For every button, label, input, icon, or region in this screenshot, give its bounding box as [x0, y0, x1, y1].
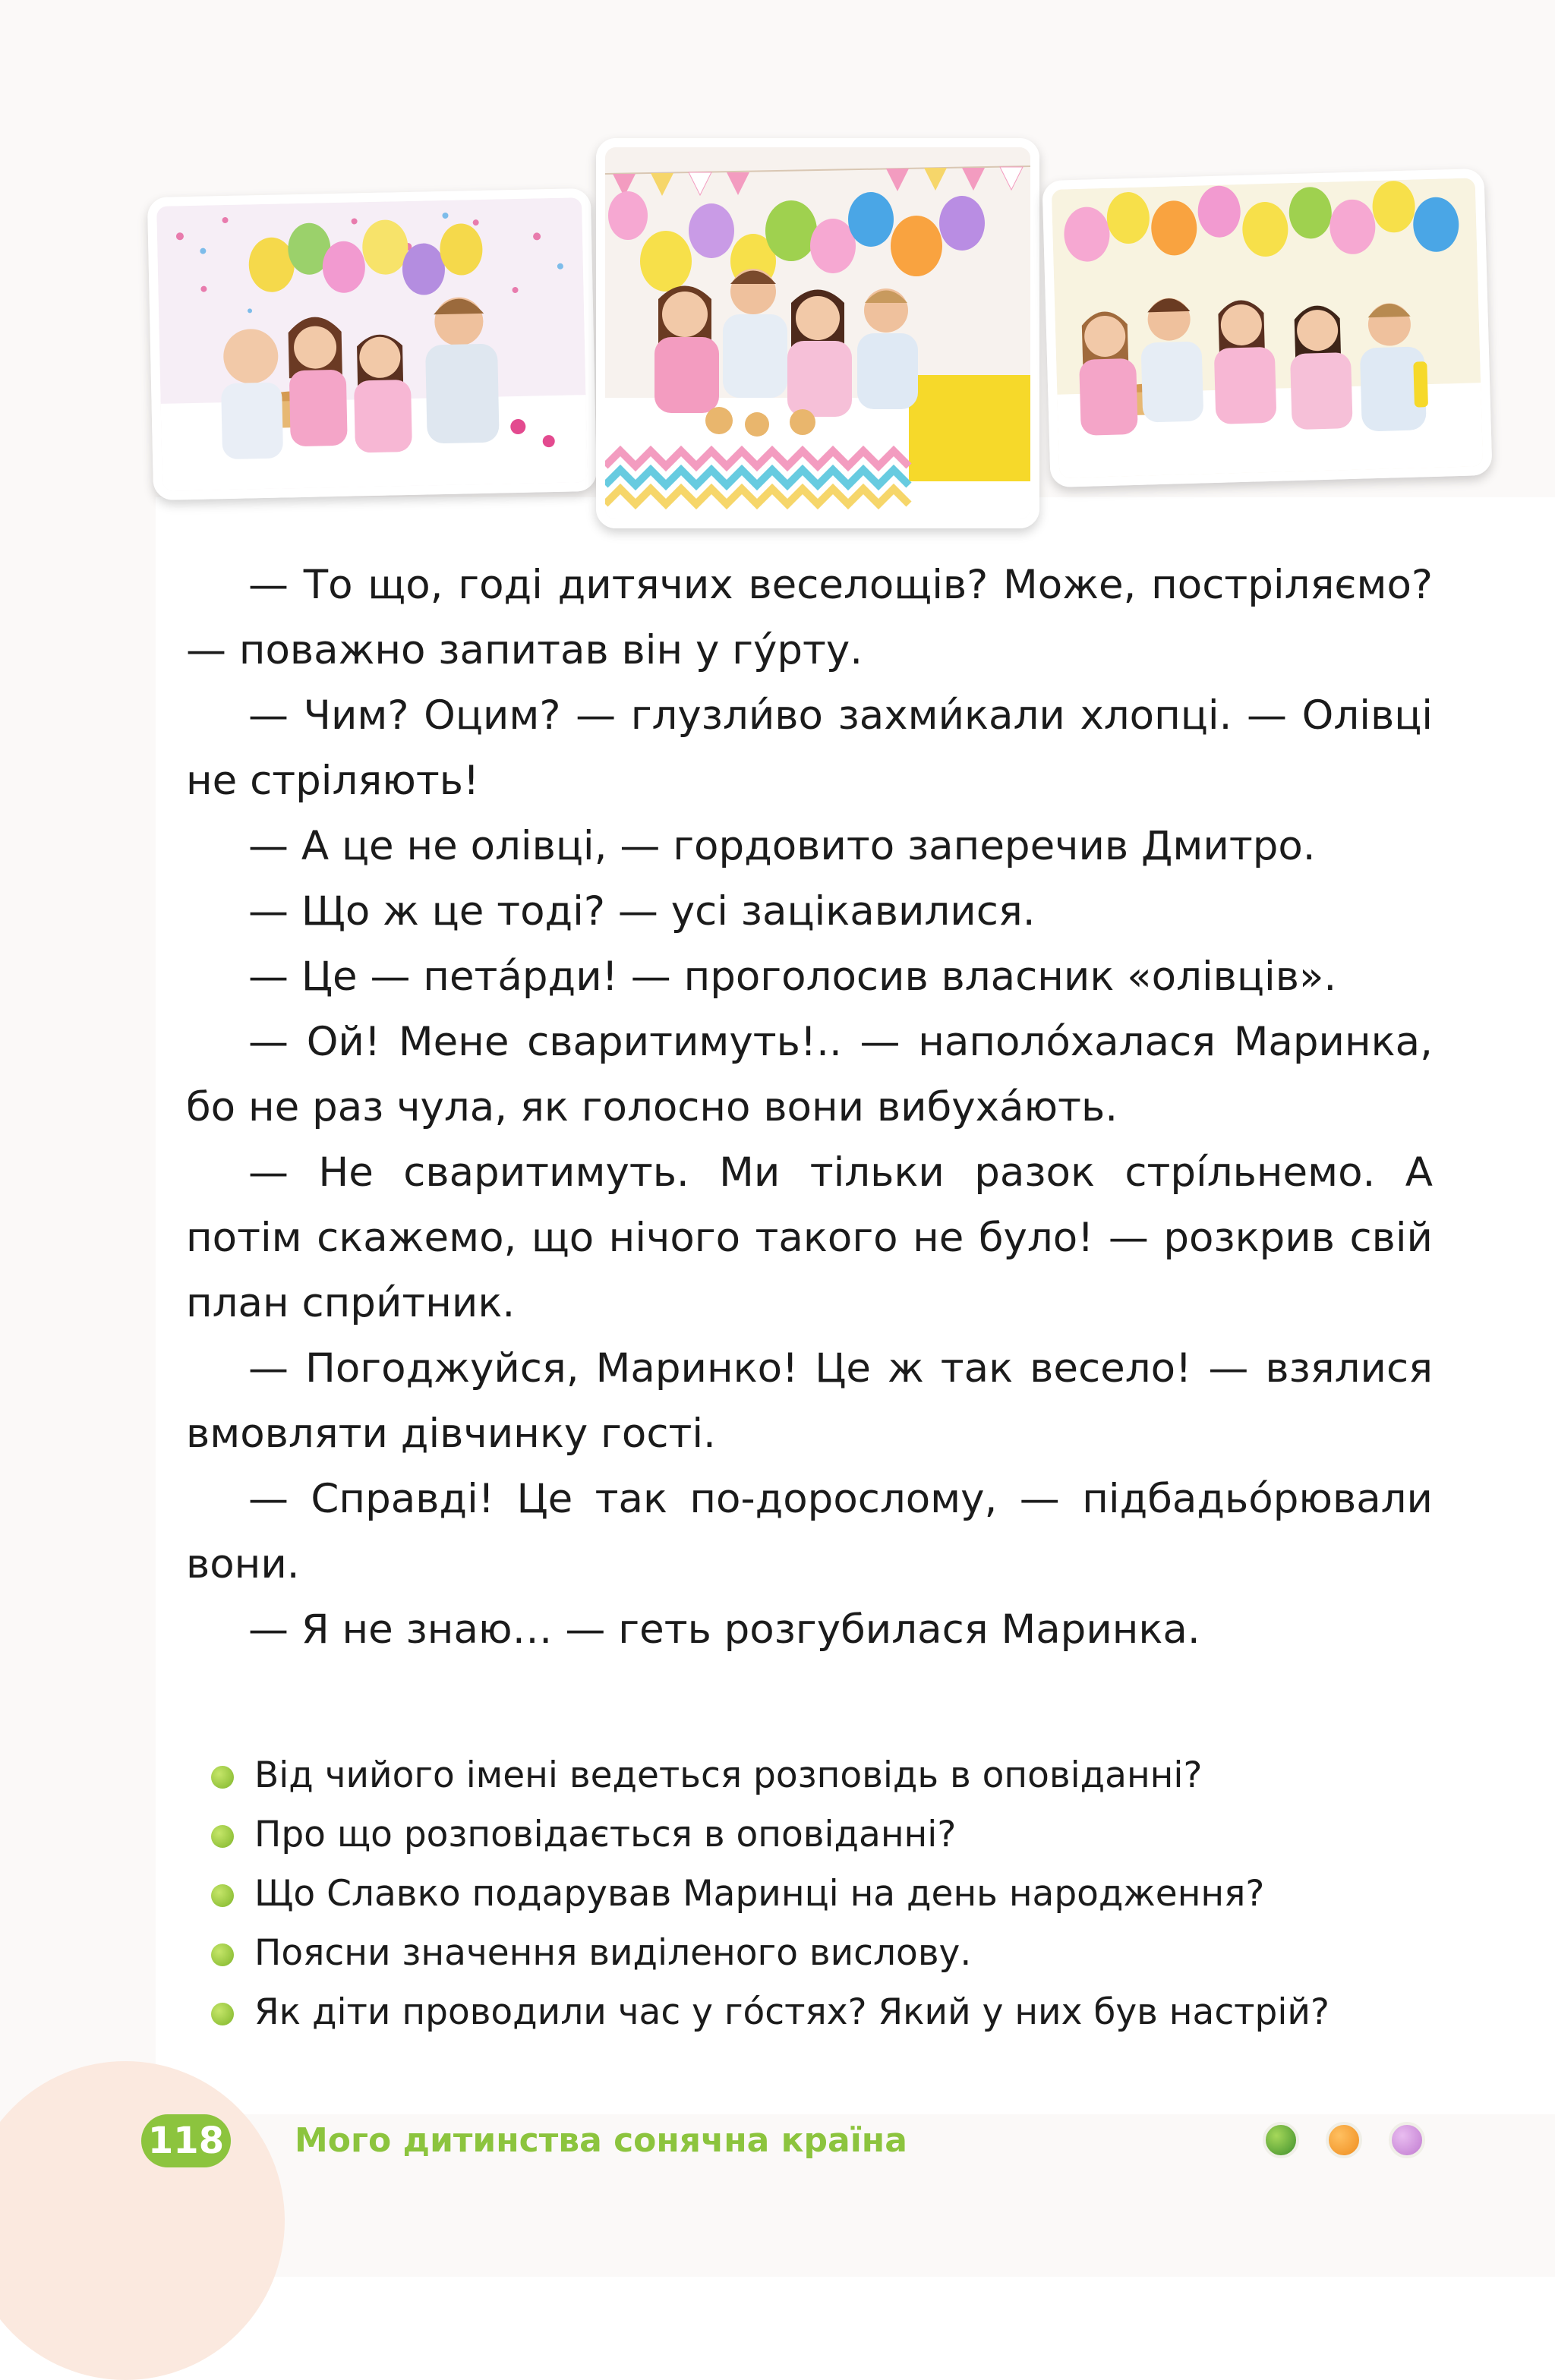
party-photo-2: [596, 138, 1039, 528]
party-photo-1: [147, 188, 597, 500]
bullet-dot-icon: [211, 1884, 234, 1907]
question-item: [211, 1805, 1456, 1865]
story-paragraph: — Це — петáрди! — проголосив власник «олівців».: [248, 954, 1337, 1000]
question-text: Від чийого імені ведеться розповідь в оповіданні?: [254, 1754, 1203, 1796]
story-paragraph: — Ой! Мене сваритимуть!.. — наполóхалася Маринка, бо не раз чула, як голосно вони вибухáють.: [186, 1019, 1433, 1130]
party-photo-3: [1042, 169, 1492, 487]
story-paragraph: — Справді! Це так по-дорослому, — підбадьóрювали вони.: [186, 1476, 1433, 1587]
story-paragraph: — Що ж це тоді? — усі зацікавилися.: [248, 888, 1036, 935]
story-paragraph: — То що, годі дитячих веселощів? Може, постріляємо? — поважно запитав він у гу́рту.: [186, 562, 1433, 673]
green-dot-icon: [1263, 2122, 1299, 2158]
bullet-dot-icon: [211, 1766, 234, 1789]
question-text: Що Славко подарував Маринці на день народження?: [254, 1873, 1265, 1915]
question-item: [211, 1865, 1456, 1924]
section-title: Мого дитинства сонячна країна: [295, 2121, 907, 2160]
story-paragraph: — А це не олівці, — гордовито заперечив Дмитро.: [248, 823, 1316, 869]
purple-dot-icon: [1389, 2122, 1425, 2158]
question-item: [211, 1746, 1456, 1805]
questions-list: [211, 1746, 1456, 2042]
bullet-dot-icon: [211, 2003, 234, 2025]
story-paragraph: — Не сваритимуть. Ми тільки разок стрі́льнемо. А потім скажемо, що нічого такого не було! — розкрив свій план спри́тник.: [186, 1149, 1433, 1326]
story-paragraph: — Я не знаю… — геть розгубилася Маринка.: [248, 1606, 1200, 1653]
bullet-dot-icon: [211, 1825, 234, 1848]
page-number: 118: [141, 2114, 231, 2167]
story-paragraph: — Чим? Оцим? — глузли́во захми́кали хлопці. — Олівці не стріляють!: [186, 692, 1433, 804]
story-text: [186, 553, 1433, 1663]
question-item: [211, 1924, 1456, 1983]
question-text: Поясни значення виділеного вислову.: [254, 1932, 972, 1974]
orange-dot-icon: [1326, 2122, 1362, 2158]
bullet-dot-icon: [211, 1943, 234, 1966]
story-paragraph: — Погоджуйся, Маринко! Це ж так весело! — взялися вмовляти дівчинку гості.: [186, 1345, 1433, 1457]
question-item: [211, 1983, 1456, 2042]
question-text: Як діти проводили час у гóстях? Який у них був настрій?: [254, 1991, 1329, 2033]
question-text: Про що розповідається в оповіданні?: [254, 1814, 957, 1855]
